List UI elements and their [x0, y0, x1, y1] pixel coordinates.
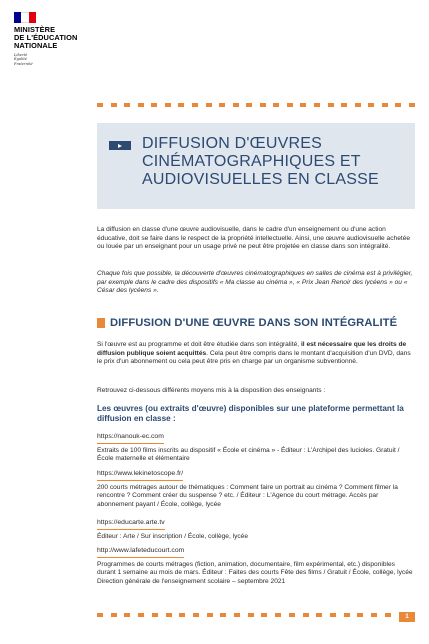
dash-segment [233, 103, 239, 107]
dash-segment [151, 103, 157, 107]
resource-item [97, 433, 415, 464]
page-title: DIFFUSION D'ŒUVRES CINÉMATOGRAPHIQUES ET AUDIOVISUELLES EN CLASSE [142, 135, 379, 188]
dash-segment [341, 103, 347, 107]
section-heading [97, 317, 415, 329]
resource-description: Programmes de courts métrages (fiction, animation, documentaire, film expérimental, etc.) disponibles durant 1 semaine au mois de mars. Éditeur : Faites des courts Fête des films / Gratuit / École, collège, lycée Direction générale de l'enseignement scolaire – septembre 2021 [97, 560, 413, 586]
dash-segment [165, 103, 171, 107]
ministry-name: MINISTÈRE DE L'ÉDUCATION NATIONALE [14, 25, 78, 50]
decorative-dash-divider [97, 103, 415, 107]
dash-segment [111, 613, 117, 617]
dash-segment [246, 103, 252, 107]
dash-segment [234, 613, 240, 617]
dash-segment [261, 613, 267, 617]
resource-item [97, 547, 415, 587]
dash-segment [382, 103, 388, 107]
dash-segment [385, 613, 391, 617]
resource-description: Éditeur : Arte / Sur inscription / École, collège, lycée [97, 532, 248, 540]
page-number: 1 [399, 612, 415, 622]
resource-item [97, 470, 415, 510]
section-heading-text: DIFFUSION D'UNE ŒUVRE DANS SON INTÉGRALITÉ [110, 317, 398, 329]
dash-segment [248, 613, 254, 617]
dash-segment [219, 103, 225, 107]
dash-segment [368, 103, 374, 107]
intro-paragraph: La diffusion en classe d'une œuvre audiovisuelle, dans le cadre d'un enseignement ou d'une action éducative, doit se faire dans le respect de la propriété intellectuelle. Ainsi, une œuvre audiovisuelle achetée ou louée par un enseignant pour un usage privé ne peut être projetée en classe dans son intégralité. [97, 226, 411, 251]
resource-description: Extraits de 100 films inscrits au dispositif « École et cinéma » - Éditeur : L'Archipel des lucioles. Gratuit / École maternelle et élémentaire [97, 446, 400, 463]
dash-segment [303, 613, 309, 617]
dash-segment [179, 613, 185, 617]
dash-segment [138, 613, 144, 617]
title-banner [97, 123, 415, 209]
resource-link-kinetoscope[interactable]: https://www.lekinetoscope.fr/ [97, 470, 183, 481]
dash-segment [355, 103, 361, 107]
dash-segment [206, 103, 212, 107]
dash-segment [344, 613, 350, 617]
dash-segment [275, 613, 281, 617]
dash-segment [300, 103, 306, 107]
dash-segment [178, 103, 184, 107]
dash-segment [193, 613, 199, 617]
dash-segment [330, 613, 336, 617]
dash-segment [138, 103, 144, 107]
dash-segment [371, 613, 377, 617]
dash-segment [395, 103, 401, 107]
resource-link-nanouk[interactable]: https://nanouk-ec.com [97, 433, 164, 444]
dash-segment [273, 103, 279, 107]
dash-segment [287, 103, 293, 107]
resource-link-fete-du-court[interactable]: http://www.lafeteducourt.com [97, 547, 184, 558]
play-icon [109, 141, 131, 150]
dash-segment [207, 613, 213, 617]
dash-segment [124, 103, 130, 107]
dash-segment [111, 103, 117, 107]
dash-segment [289, 613, 295, 617]
platforms-subheading: Les œuvres (ou extraits d'œuvre) disponibles sur une plateforme permettant la diffusion en classe : [97, 404, 404, 424]
resources-intro: Retrouvez ci-dessous différents moyens mis à la disposition des enseignants : [97, 387, 326, 394]
resource-description: 200 courts métrages autour de thématiques : Comment faire un portrait au cinéma ? Comment filmer la rencontre ? Comment créer du suspense ? etc. / Éditeur : L'Agence du court métrage. Accès par abonnement payant / École, collège, lycée [97, 483, 398, 509]
french-flag-icon [14, 12, 36, 23]
dash-segment [357, 613, 363, 617]
resource-link-educarte[interactable]: https://educarte.arte.tv [97, 519, 165, 530]
dash-segment [260, 103, 266, 107]
dash-segment [220, 613, 226, 617]
dash-segment [97, 103, 103, 107]
rights-paragraph: Si l'œuvre est au programme et doit être étudiée dans son intégralité, il est nécessaire que les droits de diffusion publique soient acquittés. Cela peut être compris dans le montant d'acquisition d'un DVD, dans le prix d'un abonnement ou cela peut être pris en charge par un organisme subventionné. [97, 341, 411, 366]
ministry-logo [14, 12, 104, 66]
dash-segment [124, 613, 130, 617]
dash-segment [192, 103, 198, 107]
decorative-dash-divider [97, 613, 391, 617]
dash-segment [409, 103, 415, 107]
dash-segment [97, 613, 103, 617]
dash-segment [316, 613, 322, 617]
dash-segment [166, 613, 172, 617]
dash-segment [328, 103, 334, 107]
intro-italic-paragraph: Chaque fois que possible, la découverte d'œuvres cinématographiques en salles de cinéma est à privilégier, par exemple dans le cadre des dispositifs « Ma classe au cinéma », « Prix Jean Renoir des lycéens » ou « César des lycéens ». [97, 270, 413, 295]
dash-segment [314, 103, 320, 107]
resource-item [97, 519, 415, 541]
dash-segment [152, 613, 158, 617]
section-bullet-icon [97, 318, 105, 328]
republic-motto: Liberté Égalité Fraternité [14, 53, 33, 66]
